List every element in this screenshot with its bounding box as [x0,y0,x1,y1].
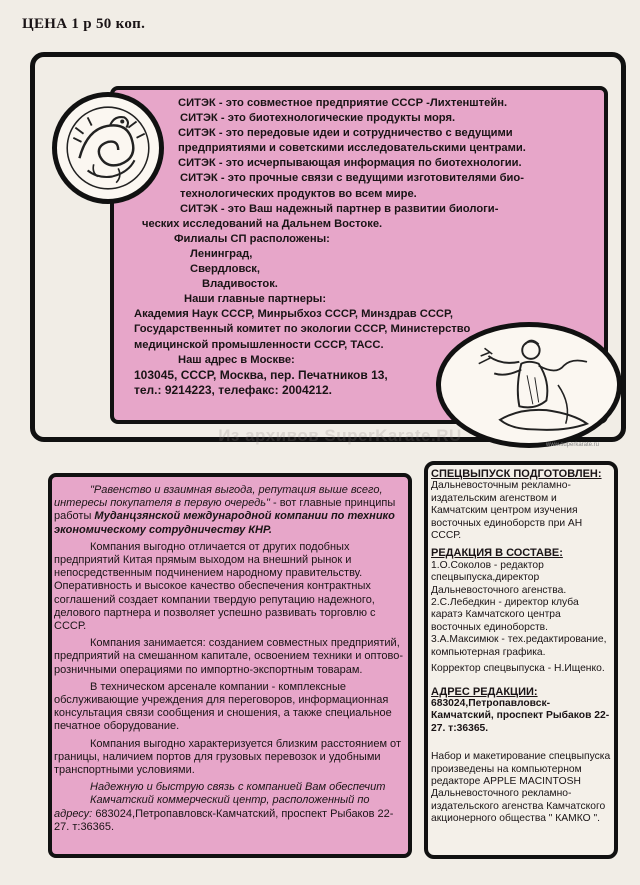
paragraph-activities: Компания занимается: созданием совместных предприятий, предприятий на смешанном капитале, освоением техники и оптово-розничными операциями по импортно-экспортным товарам. [54,637,403,676]
paragraph-contact: Надежную и быструю связь с компанией Вам обеспечит [90,781,386,794]
paragraph-location: Компания выгодно характеризуется близким расстоянием от границы, наличием портов для грузовых перевозок и удобными транспортными условиями. [54,737,401,777]
sitek-line-5: СИТЭК - это прочные связи с ведущими изготовителями био- [180,172,524,185]
paragraph-center: Камчатский коммерческий центр, расположенный по адресу: 683024,Петропавловск-Камчатский, проспект Рыбаков 22-27. т:36365. [54,794,394,833]
sitek-line-4: СИТЭК - это исчерпывающая информация по биотехнологии. [178,157,522,170]
moscow-phones: тел.: 9214223, телефакс: 2004212. [134,382,332,397]
paragraph-advantages: Компания выгодно отличается от других подобных предприятий Китая прямым выходом на внешний рынок и непосредственным подчинением народному правительству. Оперативность и высокое качество обеспечения контрактных соглашений создает компании твердую репутацию надежного, делового партнера и позволяет успешно развивать торговлю с СССР. [54,540,376,633]
credits-text [431,468,611,826]
site-mark: www.superkarate.ru [546,442,600,448]
branches-title: Филиалы СП расположены: [174,232,330,245]
sitek-line-3: предприятиями и советскими исследовательскими центрами. [178,142,526,155]
company-description [54,484,406,838]
moscow-address: 103045, СССР, Москва, пер. Печатников 13, [134,367,388,382]
sitek-line-1: СИТЭК - это биотехнологические продукты моря. [180,112,456,125]
price-label: ЦЕНА 1 р 50 коп. [22,16,146,32]
address-title: Наш адрес в Москве: [178,353,295,366]
editorial-heading: РЕДАКЦИЯ В СОСТАВЕ: [431,547,563,560]
branch-item: Свердловск, [190,263,261,276]
principles-paragraph: "Равенство и взаимная выгода, репутация выше всего, интересы покупателя в первую очередь" - вот главные принципы работы Муданцзянской международной компании по технико экономическому сотрудничеству КНР. [54,484,396,536]
sitek-line-2: СИТЭК - это передовые идеи и сотрудничество с ведущими [178,127,513,140]
paragraph-technical: В техническом арсенале компании - комплексные обслуживающие учреждения для переговоров, информационная консультация связи сообщения и сношения, а также специальное печатное оборудование. [54,680,392,733]
partners-title: Наши главные партнеры: [184,293,327,306]
editor-1: 1.О.Соколов - редактор спецвыпуска,директор Дальневосточного агенства. [431,559,567,596]
partner-line: Академия Наук СССР, Минрыбхоз СССР, Минздрав СССР, [134,308,454,321]
partner-line: медицинской промышленности СССР, ТАСС. [134,338,384,351]
prepared-text: Дальневосточным рекламно-издательским агенством и Камчатским центром изучения восточных единоборств при АН СССР. [431,480,583,542]
sitek-line-7: СИТЭК - это Ваш надежный партнер в развитии биологи- [180,202,499,215]
editor-2: 2.С.Лебедкин - директор клуба каратэ Камчатского центра восточных единоборств. [431,597,579,633]
editor-3: 3.А.Максимюк - тех.редактирование, компьютерная графика. [431,634,607,658]
sitek-description [118,96,526,398]
branch-item: Ленинград, [190,247,253,260]
partner-line: Государственный комитет по экологии СССР, Министерство [134,323,471,336]
prepared-heading: СПЕЦВЫПУСК ПОДГОТОВЛЕН: [431,468,602,480]
editorial-address: 683024,Петропавловск-Камчатский, проспект Рыбаков 22-27. т:36365. [431,697,610,734]
branch-item: Владивосток. [202,278,278,291]
sitek-line-6: технологических продуктов во всем мире. [180,187,417,200]
sitek-line-0: СИТЭК - это совместное предприятие СССР -Лихтенштейн. [178,97,508,109]
watermark: Из архивов SuperKarate.RU [218,426,462,445]
proofreader: Корректор спецвыпуска - Н.Ищенко. [431,663,605,675]
address-heading: АДРЕС РЕДАКЦИИ: [431,685,538,698]
typesetting-note: Набор и макетирование спецвыпуска произведены на компьютерном редакторе APPLE MACINTOSH Дальневосточного рекламно-издательского агенства Камчатского акционерного общества " КАМКО ". [431,751,611,825]
sitek-line-8: ческих исследований на Дальнем Востоке. [142,217,383,230]
